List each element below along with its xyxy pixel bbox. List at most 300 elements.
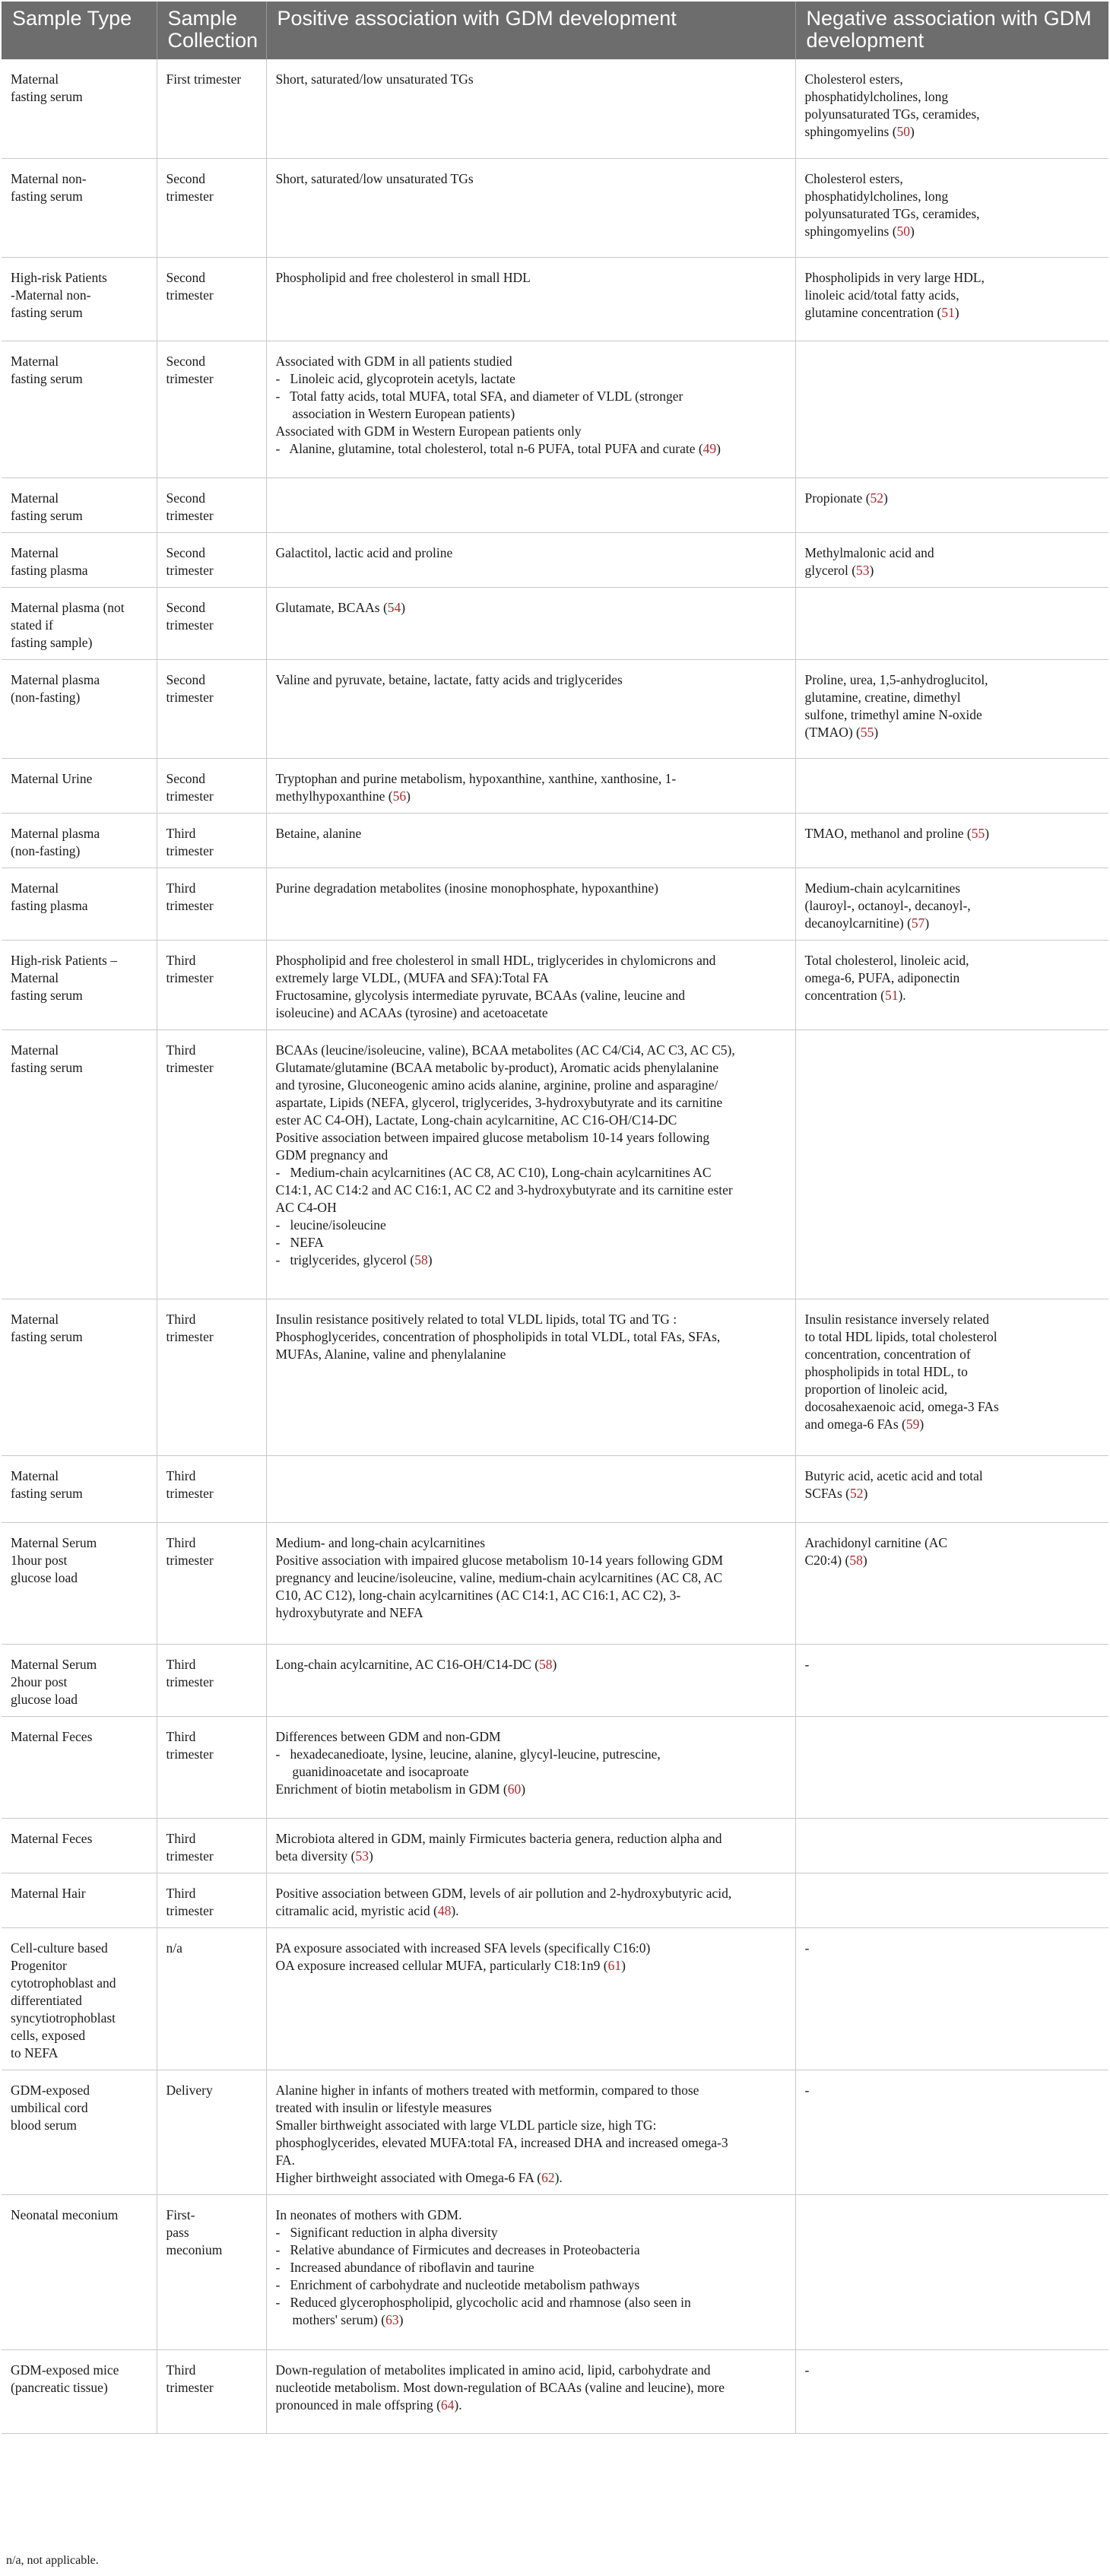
- reference-link[interactable]: 58: [414, 1252, 428, 1267]
- cell-sample-collection: [157, 59, 266, 158]
- cell-line-text: C14:1, AC C14:2 and AC C16:1, AC C2 and 3-hydroxybutyrate and its carnitine ester: [275, 1182, 733, 1198]
- cell-line-text: BCAAs (leucine/isoleucine, valine), BCAA metabolites (AC C4/Ci4, AC C3, AC C5),: [275, 1042, 735, 1058]
- sample-collection-line: trimester: [166, 1673, 214, 1689]
- cell-negative-association: [795, 1873, 1108, 1927]
- cell-line-text: Higher birthweight associated with Omega-6 FA (: [275, 2169, 542, 2185]
- cell-line: [276, 1781, 788, 1798]
- sample-collection-line: Third: [166, 952, 196, 968]
- cell-line: [276, 2117, 788, 2134]
- cell-line-text: aspartate, Lipids (NEFA, glycerol, triglycerides, 3-hydroxybutyrate and its carnitine: [275, 1094, 723, 1110]
- cell-line-text: Associated with GDM in all patients studied: [275, 353, 512, 369]
- cell-line-text: Purine degradation metabolites (inosine monophosphate, hypoxanthine): [275, 880, 659, 896]
- reference-link[interactable]: 55: [971, 825, 985, 841]
- cell-positive-association: [266, 1029, 795, 1299]
- cell-line-text: FA.: [275, 2152, 295, 2168]
- cell-line: [805, 1656, 1102, 1673]
- cell-line-text: - Total fatty acids, total MUFA, total SFA, and diameter of VLDL (stronger: [275, 388, 683, 404]
- sample-collection-line: Second: [166, 671, 206, 687]
- sample-collection-line: trimester: [166, 1552, 214, 1568]
- reference-link[interactable]: 51: [941, 304, 955, 320]
- sample-collection-line: trimester: [166, 2379, 214, 2395]
- cell-line-text: Total cholesterol, linoleic acid,: [804, 952, 969, 968]
- cell-line: [276, 987, 788, 1004]
- cell-line-suffix: ): [910, 223, 915, 239]
- cell-line: [276, 353, 788, 370]
- sample-collection-line: trimester: [166, 1328, 214, 1344]
- sample-type-line: High-risk Patients: [11, 269, 107, 285]
- reference-link[interactable]: 56: [392, 788, 407, 804]
- sample-collection-line: trimester: [166, 507, 214, 523]
- cell-line-text: mothers' serum) (: [275, 2311, 386, 2327]
- cell-line-suffix: ): [985, 825, 990, 841]
- sample-collection-line: trimester: [166, 842, 214, 858]
- cell-line-suffix: ).: [898, 987, 906, 1003]
- sample-collection-line: Third: [166, 1728, 196, 1744]
- cell-line: [805, 1534, 1102, 1552]
- cell-line-suffix: ): [716, 440, 721, 456]
- sample-collection-line: pass: [166, 2224, 189, 2240]
- sample-type-line: to NEFA: [11, 2045, 59, 2060]
- sample-type-line: differentiated: [11, 1992, 82, 2008]
- sample-collection-line: trimester: [166, 1848, 214, 1864]
- sample-type-line: Maternal Feces: [11, 1830, 93, 1846]
- cell-sample-type: [2, 1716, 157, 1818]
- cell-positive-association: [266, 2070, 795, 2194]
- sample-type-line: Maternal: [11, 71, 59, 87]
- cell-line: [276, 1199, 788, 1217]
- sample-type-line: fasting serum: [11, 987, 83, 1003]
- sample-collection-line: trimester: [166, 689, 214, 705]
- reference-link[interactable]: 64: [440, 2397, 455, 2413]
- cell-line-text: - Enrichment of carbohydrate and nucleotide metabolism pathways: [275, 2276, 640, 2292]
- cell-line: [276, 1252, 788, 1269]
- cell-sample-collection: [157, 659, 266, 758]
- cell-line: [276, 1059, 788, 1077]
- cell-negative-association: [795, 1716, 1108, 1818]
- sample-type-line: Maternal: [11, 969, 59, 985]
- cell-sample-type: [2, 257, 157, 341]
- sample-type-line: Maternal plasma: [11, 671, 100, 687]
- cell-line-text: Butyric acid, acetic acid and total: [804, 1467, 983, 1483]
- sample-type-line: Maternal Serum: [11, 1656, 97, 1672]
- table-row: [2, 1716, 1108, 1818]
- cell-line: [276, 1346, 788, 1363]
- table-row: [2, 2070, 1108, 2194]
- cell-line-text: - Significant reduction in alpha diversity: [275, 2224, 498, 2240]
- cell-line: [276, 2134, 788, 2152]
- sample-collection-line: Third: [166, 1656, 196, 1672]
- cell-line: [805, 1363, 1102, 1381]
- sample-type-line: glucose load: [11, 1691, 78, 1707]
- cell-line-text: docosahexaenoic acid, omega-3 FAs: [804, 1398, 999, 1414]
- sample-collection-line: trimester: [166, 1059, 214, 1075]
- cell-line: [276, 1885, 788, 1902]
- cell-negative-association: [795, 587, 1108, 659]
- table-row: [2, 1818, 1108, 1873]
- table-row: [2, 813, 1108, 868]
- cell-line-text: SCFAs (: [804, 1485, 850, 1501]
- cell-sample-type: [2, 1522, 157, 1644]
- cell-line: [805, 1398, 1102, 1416]
- cell-line-text: linoleic acid/total fatty acids,: [804, 287, 959, 303]
- sample-type-line: Maternal: [11, 880, 59, 896]
- cell-line-text: C10, AC C12), long-chain acylcarnitines (AC C14:1, AC C16:1, AC C2), 3-: [275, 1587, 681, 1603]
- cell-line-text: Phosphoglycerides, concentration of phospholipids in total VLDL, total FAs, SFAs,: [275, 1328, 721, 1344]
- cell-line-text: Glutamate/glutamine (BCAA metabolic by-product), Aromatic acids phenylalanine: [275, 1059, 719, 1075]
- sample-type-line: cytotrophoblast and: [11, 1975, 116, 1991]
- cell-line-text: Phospholipids in very large HDL,: [804, 269, 985, 285]
- cell-sample-type: [2, 1644, 157, 1716]
- cell-line: [276, 2169, 788, 2187]
- sample-type-line: -Maternal non-: [11, 287, 91, 303]
- cell-line-text: concentration (: [804, 987, 885, 1003]
- cell-line: [276, 2224, 788, 2241]
- sample-collection-line: trimester: [166, 788, 214, 804]
- sample-type-line: Maternal: [11, 1042, 59, 1058]
- cell-line-text: Glutamate, BCAAs (: [275, 599, 388, 615]
- cell-line: [276, 1129, 788, 1147]
- metabolite-table: [2, 2, 1108, 2434]
- cell-line-text: glutamine concentration (: [804, 304, 942, 320]
- cell-line-suffix: ): [874, 724, 879, 740]
- reference-link[interactable]: 52: [870, 490, 884, 506]
- cell-negative-association: [795, 1818, 1108, 1873]
- cell-line-text: - hexadecanedioate, lysine, leucine, alanine, glycyl-leucine, putrescine,: [275, 1746, 661, 1762]
- sample-type-line: (non-fasting): [11, 689, 81, 705]
- table-row: [2, 1455, 1108, 1522]
- cell-line-text: Propionate (: [804, 490, 871, 506]
- cell-line: [276, 1656, 788, 1673]
- cell-line: [276, 1147, 788, 1164]
- cell-line-suffix: ).: [554, 2169, 563, 2185]
- cell-sample-type: [2, 1299, 157, 1455]
- table-row: [2, 587, 1108, 659]
- sample-type-line: fasting serum: [11, 1059, 83, 1075]
- cell-line-suffix: ): [924, 915, 930, 931]
- cell-line: [276, 1004, 788, 1022]
- cell-line: [276, 544, 788, 562]
- cell-positive-association: [266, 1818, 795, 1873]
- reference-link[interactable]: 63: [385, 2311, 399, 2327]
- cell-line: [805, 1552, 1102, 1569]
- cell-line: [276, 1587, 788, 1604]
- sample-collection-line: Delivery: [166, 2082, 213, 2098]
- cell-negative-association: [795, 532, 1108, 587]
- reference-link[interactable]: 58: [539, 1656, 553, 1672]
- cell-line-text: phosphoglycerides, elevated MUFA:total FA, increased DHA and increased omega-3: [275, 2134, 728, 2150]
- sample-type-line: 2hour post: [11, 1673, 68, 1689]
- sample-collection-line: Second: [166, 269, 206, 285]
- cell-line: [276, 1569, 788, 1587]
- cell-line-text: - Medium-chain acylcarnitines (AC C8, AC C10), Long-chain acylcarnitines AC: [275, 1164, 712, 1180]
- cell-line-suffix: ): [368, 1848, 373, 1864]
- cell-line: [276, 1112, 788, 1129]
- sample-collection-line: Third: [166, 1311, 196, 1327]
- sample-type-line: fasting plasma: [11, 897, 88, 913]
- reference-link[interactable]: 59: [905, 1416, 920, 1432]
- cell-positive-association: [266, 587, 795, 659]
- table-row: [2, 2194, 1108, 2349]
- cell-sample-collection: [157, 2349, 266, 2433]
- cell-line-text: hydroxybutyrate and NEFA: [275, 1604, 423, 1620]
- cell-line-text: -: [804, 2362, 810, 2378]
- sample-collection-line: Second: [166, 170, 206, 186]
- cell-positive-association: [266, 868, 795, 940]
- cell-line-text: - Linoleic acid, glycoprotein acetyls, lactate: [275, 370, 515, 386]
- sample-type-line: 1hour post: [11, 1552, 68, 1568]
- cell-line-text: proportion of linoleic acid,: [804, 1381, 948, 1397]
- sample-type-line: Maternal Urine: [11, 770, 93, 786]
- cell-line: [805, 2362, 1102, 2379]
- reference-link[interactable]: 62: [541, 2169, 555, 2185]
- cell-line-suffix: ): [863, 1485, 868, 1501]
- table-row: [2, 158, 1108, 257]
- reference-link[interactable]: 53: [856, 562, 870, 578]
- cell-line-suffix: ): [869, 562, 874, 578]
- cell-line: [276, 2152, 788, 2169]
- cell-line: [805, 1467, 1102, 1485]
- cell-positive-association: [266, 59, 795, 158]
- cell-negative-association: [795, 1644, 1108, 1716]
- cell-line-text: sulfone, trimethyl amine N-oxide: [804, 706, 982, 722]
- cell-positive-association: [266, 341, 795, 477]
- cell-line: [276, 2259, 788, 2276]
- sample-type-line: fasting serum: [11, 188, 83, 204]
- sample-type-line: Maternal plasma: [11, 825, 100, 841]
- cell-line: [276, 1182, 788, 1199]
- cell-line-text: -: [804, 1656, 810, 1672]
- cell-line-text: pregnancy and leucine/isoleucine, valine, medium-chain acylcarnitines (AC C8, AC: [275, 1569, 723, 1585]
- sample-collection-line: trimester: [166, 287, 214, 303]
- reference-link[interactable]: 60: [507, 1781, 522, 1797]
- reference-link[interactable]: 61: [607, 1957, 622, 1973]
- reference-link[interactable]: 57: [911, 915, 925, 931]
- cell-positive-association: [266, 477, 795, 532]
- reference-link[interactable]: 50: [896, 223, 911, 239]
- reference-link[interactable]: 48: [437, 1902, 452, 1918]
- cell-line: [276, 1746, 788, 1763]
- cell-line: [805, 123, 1102, 141]
- cell-line-suffix: ): [883, 490, 888, 506]
- table-row: [2, 1927, 1108, 2070]
- cell-line: [805, 897, 1102, 915]
- cell-line: [276, 2241, 788, 2259]
- sample-collection-line: trimester: [166, 1485, 214, 1501]
- table-row: [2, 758, 1108, 813]
- table-row: [2, 1029, 1108, 1299]
- cell-line: [276, 1328, 788, 1346]
- cell-line-text: Methylmalonic acid and: [804, 544, 934, 560]
- cell-line-text: extremely large VLDL, (MUFA and SFA):Total FA: [275, 969, 549, 985]
- cell-negative-association: [795, 477, 1108, 532]
- sample-collection-line: trimester: [166, 188, 214, 204]
- cell-line-text: to total HDL lipids, total cholesterol: [804, 1328, 997, 1344]
- cell-positive-association: [266, 158, 795, 257]
- cell-negative-association: [795, 1522, 1108, 1644]
- footnote: n/a, not applicable.: [6, 2554, 99, 2567]
- sample-type-line: Progenitor: [11, 1957, 67, 1973]
- cell-line: [276, 2311, 788, 2329]
- cell-line-text: Smaller birthweight associated with large VLDL particle size, high TG:: [275, 2117, 657, 2133]
- cell-sample-type: [2, 532, 157, 587]
- cell-sample-type: [2, 1455, 157, 1522]
- cell-line-text: Differences between GDM and non-GDM: [275, 1728, 501, 1744]
- cell-sample-collection: [157, 1029, 266, 1299]
- header-sample-type: Sample Type: [2, 2, 157, 59]
- cell-line: [805, 223, 1102, 240]
- cell-positive-association: [266, 532, 795, 587]
- cell-line-text: phospholipids in total HDL, to: [804, 1363, 968, 1379]
- sample-type-line: fasting serum: [11, 370, 83, 386]
- sample-type-line: Maternal: [11, 544, 59, 560]
- cell-line-text: Insulin resistance positively related to total VLDL lipids, total TG and TG :: [275, 1311, 677, 1327]
- cell-negative-association: [795, 59, 1108, 158]
- sample-collection-line: Third: [166, 825, 196, 841]
- cell-line-text: Alanine higher in infants of mothers treated with metformin, compared to those: [275, 2082, 699, 2098]
- table-row: [2, 2349, 1108, 2433]
- cell-negative-association: [795, 1455, 1108, 1522]
- cell-line-text: MUFAs, Alanine, valine and phenylalanine: [275, 1346, 506, 1362]
- cell-positive-association: [266, 1644, 795, 1716]
- cell-positive-association: [266, 1927, 795, 2070]
- cell-line: [805, 689, 1102, 706]
- cell-line-text: polyunsaturated TGs, ceramides,: [804, 205, 980, 221]
- table-header-row: [2, 2, 1108, 59]
- cell-line: [276, 599, 788, 617]
- cell-sample-type: [2, 477, 157, 532]
- cell-sample-collection: [157, 1818, 266, 1873]
- cell-line: [805, 706, 1102, 724]
- sample-type-line: Maternal Hair: [11, 1885, 86, 1901]
- cell-negative-association: [795, 2349, 1108, 2433]
- cell-negative-association: [795, 758, 1108, 813]
- sample-collection-line: Third: [166, 1534, 196, 1550]
- cell-line: [805, 915, 1102, 932]
- reference-link[interactable]: 55: [860, 724, 874, 740]
- cell-line: [276, 269, 788, 287]
- cell-line: [276, 2206, 788, 2224]
- cell-line-suffix: ).: [454, 2397, 462, 2413]
- cell-line-text: - Reduced glycerophospholipid, glycocholic acid and rhamnose (also seen in: [275, 2294, 691, 2310]
- sample-type-line: High-risk Patients –: [11, 952, 117, 968]
- cell-sample-type: [2, 2194, 157, 2349]
- cell-positive-association: [266, 659, 795, 758]
- reference-link[interactable]: 50: [896, 124, 911, 139]
- sample-collection-line: trimester: [166, 969, 214, 985]
- cell-line: [805, 287, 1102, 304]
- cell-line: [805, 1346, 1102, 1363]
- cell-line-text: pronounced in male offspring (: [275, 2397, 441, 2413]
- cell-line-text: - Relative abundance of Firmicutes and decreases in Proteobacteria: [275, 2241, 640, 2257]
- cell-line-text: Short, saturated/low unsaturated TGs: [275, 170, 474, 186]
- header-negative-association: Negative association with GDM development: [795, 2, 1108, 59]
- reference-link[interactable]: 49: [702, 440, 717, 456]
- cell-sample-type: [2, 1927, 157, 2070]
- cell-line: [805, 724, 1102, 741]
- cell-line-text: (TMAO) (: [804, 724, 861, 740]
- cell-line-text: glycerol (: [804, 562, 857, 578]
- cell-positive-association: [266, 2194, 795, 2349]
- sample-type-line: glucose load: [11, 1569, 78, 1585]
- reference-link[interactable]: 52: [850, 1485, 864, 1501]
- cell-negative-association: [795, 868, 1108, 940]
- cell-line: [276, 1217, 788, 1234]
- sample-type-line: fasting serum: [11, 1328, 83, 1344]
- cell-line: [805, 88, 1102, 106]
- table-row: [2, 940, 1108, 1029]
- cell-line: [276, 1902, 788, 1920]
- cell-positive-association: [266, 758, 795, 813]
- cell-line: [276, 1848, 788, 1865]
- cell-line: [276, 2099, 788, 2117]
- sample-type-line: (pancreatic tissue): [11, 2379, 108, 2395]
- cell-negative-association: [795, 2194, 1108, 2349]
- reference-link[interactable]: 58: [849, 1552, 863, 1568]
- sample-type-line: syncytiotrophoblast: [11, 2010, 116, 2026]
- header-sample-collection: Sample Collection: [157, 2, 266, 59]
- sample-collection-line: trimester: [166, 1902, 214, 1918]
- cell-sample-type: [2, 2349, 157, 2433]
- cell-line: [805, 952, 1102, 969]
- cell-line: [276, 880, 788, 897]
- cell-sample-type: [2, 659, 157, 758]
- cell-line: [276, 788, 788, 805]
- sample-collection-line: trimester: [166, 617, 214, 633]
- cell-sample-type: [2, 940, 157, 1029]
- sample-type-line: Maternal: [11, 490, 59, 506]
- cell-line-text: Long-chain acylcarnitine, AC C16-OH/C14-DC (: [275, 1656, 540, 1672]
- sample-collection-line: First-: [166, 2206, 195, 2222]
- cell-line-text: guanidinoacetate and isocaproate: [275, 1763, 469, 1779]
- cell-sample-collection: [157, 1644, 266, 1716]
- sample-type-line: stated if: [11, 617, 53, 633]
- cell-line-text: -: [804, 2082, 810, 2098]
- sample-collection-line: Third: [166, 1467, 196, 1483]
- cell-line: [276, 1604, 788, 1622]
- cell-sample-type: [2, 587, 157, 659]
- reference-link[interactable]: 54: [387, 599, 401, 615]
- cell-line-text: TMAO, methanol and proline (: [804, 825, 972, 841]
- cell-line-text: Insulin resistance inversely related: [804, 1311, 989, 1327]
- cell-line-text: Associated with GDM in Western European patients only: [275, 423, 582, 439]
- cell-line-text: Positive association between GDM, levels of air pollution and 2-hydroxybutyric acid,: [275, 1885, 732, 1901]
- cell-line: [276, 1234, 788, 1252]
- sample-type-line: Neonatal meconium: [11, 2206, 119, 2222]
- cell-line: [805, 205, 1102, 223]
- sample-collection-line: trimester: [166, 1746, 214, 1762]
- sample-type-line: Maternal: [11, 353, 59, 369]
- cell-sample-type: [2, 1818, 157, 1873]
- cell-line-suffix: ): [862, 1552, 867, 1568]
- cell-line-text: and tyrosine, Gluconeogenic amino acids alanine, arginine, proline and asparagine/: [275, 1077, 718, 1093]
- cell-line-text: Positive association with impaired glucose metabolism 10-14 years following GDM: [275, 1552, 724, 1568]
- sample-type-line: fasting serum: [11, 89, 83, 104]
- cell-line-text: OA exposure increased cellular MUFA, particularly C18:1n9 (: [275, 1957, 608, 1973]
- sample-collection-line: Third: [166, 1885, 196, 1901]
- cell-negative-association: [795, 257, 1108, 341]
- cell-line-text: Fructosamine, glycolysis intermediate pyruvate, BCAAs (valine, leucine and: [275, 987, 685, 1003]
- table-row: [2, 257, 1108, 341]
- reference-link[interactable]: 53: [355, 1848, 369, 1864]
- table-row: [2, 1522, 1108, 1644]
- table-row: [2, 341, 1108, 477]
- sample-type-line: umbilical cord: [11, 2099, 88, 2115]
- cell-line: [805, 1328, 1102, 1346]
- table-row: [2, 1644, 1108, 1716]
- reference-link[interactable]: 51: [884, 987, 899, 1003]
- cell-negative-association: [795, 1029, 1108, 1299]
- sample-collection-line: trimester: [166, 897, 214, 913]
